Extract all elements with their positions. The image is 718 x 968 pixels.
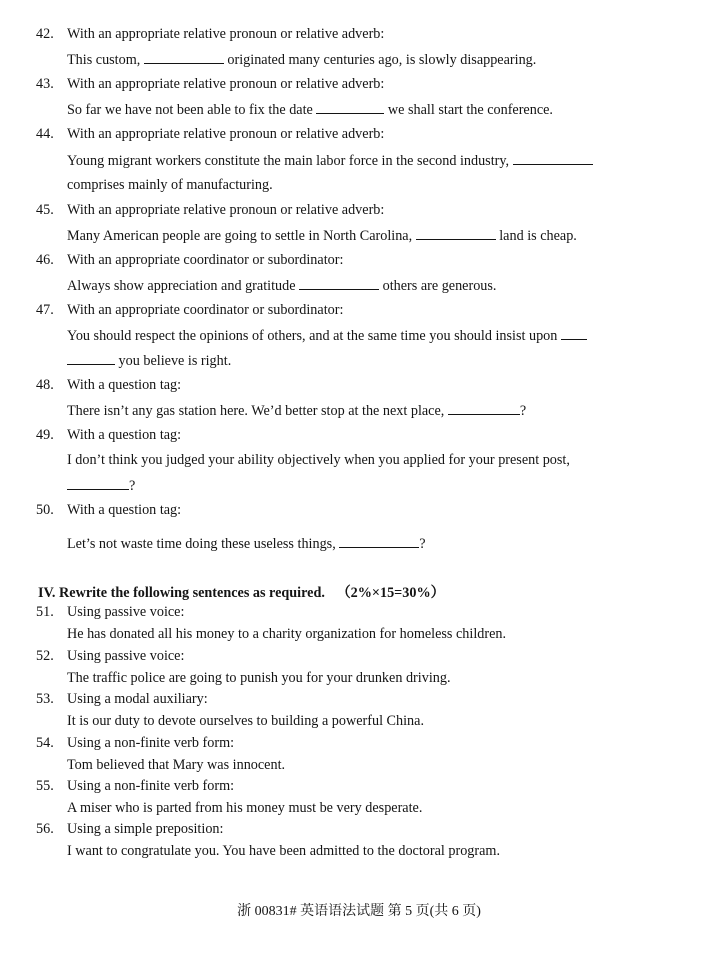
question-continuation: comprises mainly of manufacturing. <box>67 177 273 193</box>
section-heading: IV. Rewrite the following sentences as required. （2%×15=30%） <box>38 585 445 601</box>
question-number: 56. <box>36 821 54 837</box>
answer-blank[interactable] <box>561 327 587 340</box>
question-instruction: Using a simple preposition: <box>67 821 224 837</box>
question-number: 51. <box>36 604 54 620</box>
question-number: 43. <box>36 76 54 92</box>
answer-blank[interactable] <box>416 227 496 240</box>
question-instruction: With a question tag: <box>67 502 182 518</box>
question-instruction: With an appropriate coordinator or subordinator: <box>67 252 344 268</box>
question-sentence: I want to congratulate you. You have been admitted to the doctoral program. <box>67 843 500 859</box>
question-instruction: Using a non-finite verb form: <box>67 735 235 751</box>
question-number: 45. <box>36 202 54 218</box>
question-sentence: This custom, originated many centuries ago, is slowly disappearing. <box>67 52 537 68</box>
answer-blank[interactable] <box>339 535 419 548</box>
question-sentence: Let’s not waste time doing these useless things, ? <box>67 536 426 552</box>
question-sentence: Tom believed that Mary was innocent. <box>67 757 286 773</box>
question-sentence: So far we have not been able to fix the date we shall start the conference. <box>67 102 553 118</box>
question-sentence: A miser who is parted from his money must be very desperate. <box>67 800 423 816</box>
question-number: 50. <box>36 502 54 518</box>
question-continuation: you believe is right. <box>67 352 231 370</box>
question-instruction: With a question tag: <box>67 427 182 443</box>
question-instruction: Using a non-finite verb form: <box>67 778 235 794</box>
question-instruction: Using passive voice: <box>67 648 185 664</box>
question-sentence: The traffic police are going to punish you for your drunken driving. <box>67 670 451 686</box>
page-footer: 浙 00831# 英语语法试题 第 5 页(共 6 页) <box>237 904 481 919</box>
question-number: 52. <box>36 648 54 664</box>
question-instruction: With a question tag: <box>67 377 182 393</box>
answer-blank[interactable] <box>144 51 224 64</box>
question-number: 55. <box>36 778 54 794</box>
question-number: 42. <box>36 26 54 42</box>
question-instruction: Using passive voice: <box>67 604 185 620</box>
question-sentence: I don’t think you judged your ability objectively when you applied for your present post, <box>67 452 570 468</box>
question-sentence: Always show appreciation and gratitude others are generous. <box>67 278 497 294</box>
question-instruction: Using a modal auxiliary: <box>67 691 208 707</box>
question-instruction: With an appropriate relative pronoun or relative adverb: <box>67 126 385 142</box>
question-instruction: With an appropriate relative pronoun or relative adverb: <box>67 26 385 42</box>
question-sentence: There isn’t any gas station here. We’d better stop at the next place, ? <box>67 403 527 419</box>
answer-blank[interactable] <box>299 277 379 290</box>
question-sentence: You should respect the opinions of others, and at the same time you should insist upon <box>67 327 587 345</box>
answer-blank[interactable] <box>67 477 129 490</box>
question-number: 48. <box>36 377 54 393</box>
answer-blank[interactable] <box>513 152 593 165</box>
question-number: 53. <box>36 691 54 707</box>
answer-blank[interactable] <box>448 402 520 415</box>
question-continuation: ? <box>67 477 135 495</box>
answer-blank[interactable] <box>67 352 115 365</box>
question-sentence: Many American people are going to settle in North Carolina, land is cheap. <box>67 228 577 244</box>
question-sentence: He has donated all his money to a charity organization for homeless children. <box>67 626 507 642</box>
question-instruction: With an appropriate relative pronoun or relative adverb: <box>67 76 385 92</box>
question-number: 49. <box>36 427 54 443</box>
answer-blank[interactable] <box>316 101 384 114</box>
question-number: 44. <box>36 126 54 142</box>
question-sentence: Young migrant workers constitute the main labor force in the second industry, <box>67 152 593 170</box>
question-number: 47. <box>36 302 54 318</box>
question-number: 46. <box>36 252 54 268</box>
question-sentence: It is our duty to devote ourselves to building a powerful China. <box>67 713 424 729</box>
question-number: 54. <box>36 735 54 751</box>
question-instruction: With an appropriate relative pronoun or relative adverb: <box>67 202 385 218</box>
question-instruction: With an appropriate coordinator or subordinator: <box>67 302 344 318</box>
section-score: （2%×15=30%） <box>336 585 445 601</box>
